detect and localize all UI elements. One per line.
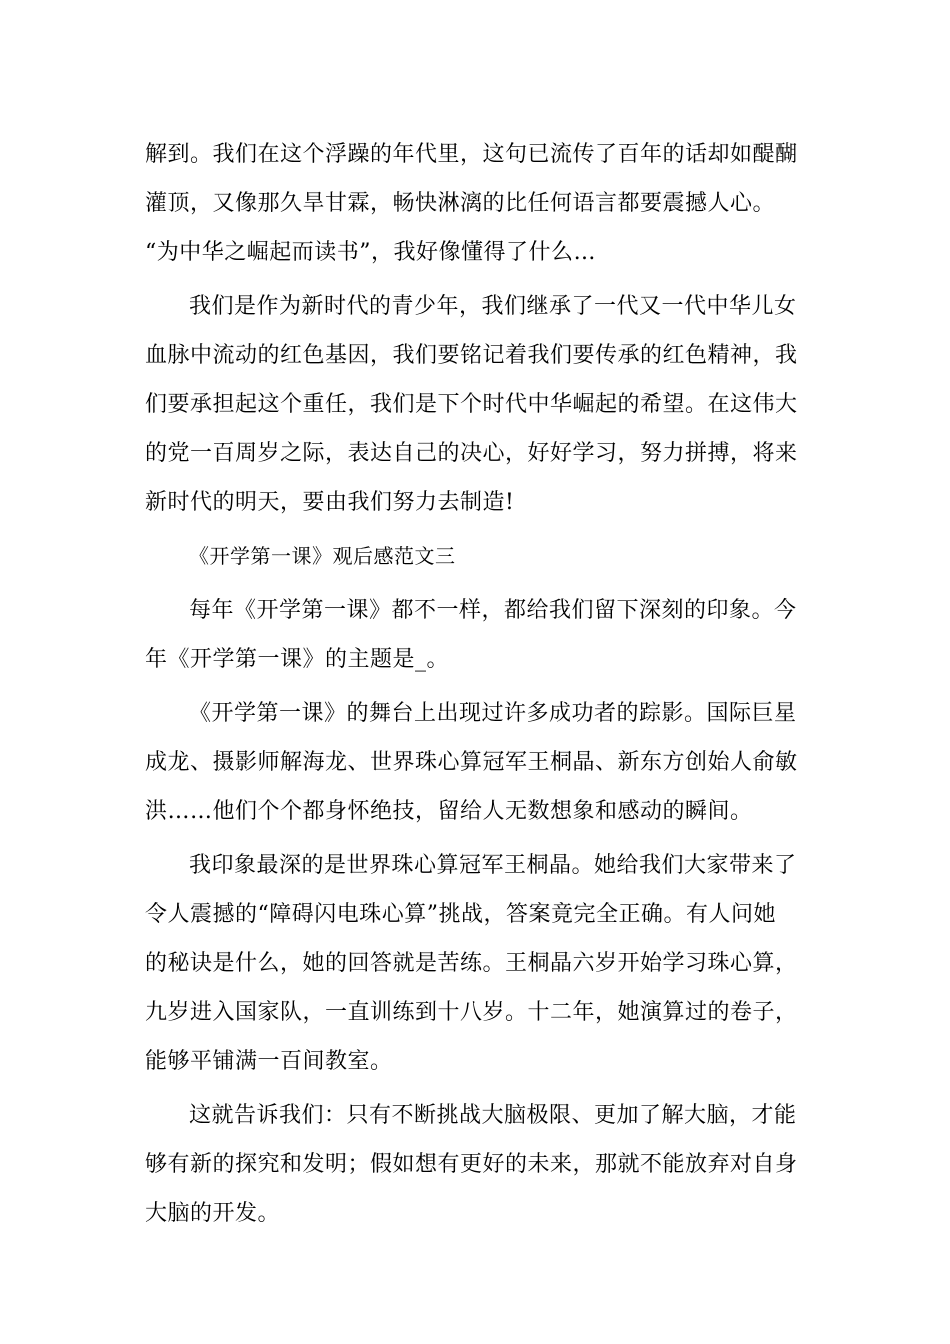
text-line: 灌顶，又像那久旱甘霖，畅快淋漓的比任何语言都要震撼人心。 [145,191,776,216]
text-line: 成龙、摄影师解海龙、世界珠心算冠军王桐晶、新东方创始人俞敏 [145,750,798,775]
paragraph-4 [145,689,810,836]
paragraph-2 [145,282,810,527]
text-line: 《开学第一课》的舞台上出现过许多成功者的踪影。国际巨星 [189,701,797,726]
text-line: 血脉中流动的红色基因，我们要铭记着我们要传承的红色精神，我 [145,343,798,368]
text-line: 九岁进入国家队，一直训练到十八岁。十二年，她演算过的卷子， [145,1000,798,1025]
text-line: 的秘诀是什么，她的回答就是苦练。王桐晶六岁开始学习珠心算， [145,951,798,976]
paragraph-1 [145,130,810,277]
text-line: 解到。我们在这个浮躁的年代里，这句已流传了百年的话却如醍醐 [145,142,798,167]
document-body [145,130,810,1238]
section-heading: 《开学第一课》观后感范文三 [189,544,456,568]
text-line: 大脑的开发。 [145,1201,281,1226]
text-line: “为中华之崛起而读书”，我好像懂得了什么… [145,240,596,265]
text-line: 够有新的探究和发明；假如想有更好的未来，那就不能放弃对自身 [145,1152,798,1177]
paragraph-3 [145,586,810,684]
text-line: 洪……他们个个都身怀绝技，留给人无数想象和感动的瞬间。 [145,799,753,824]
text-line: 我们是作为新时代的青少年，我们继承了一代又一代中华儿女 [189,294,797,319]
text-line: 们要承担起这个重任，我们是下个时代中华崛起的希望。在这伟大 [145,392,798,417]
text-line: 的党一百周岁之际，表达自己的决心，好好学习，努力拼搏，将来 [145,441,798,466]
paragraph-6 [145,1091,810,1238]
text-line: 每年《开学第一课》都不一样，都给我们留下深刻的印象。今 [189,598,797,623]
text-line: 年《开学第一课》的主题是_。 [145,647,450,672]
text-line: 令人震撼的“障碍闪电珠心算”挑战，答案竟完全正确。有人问她 [145,902,776,927]
text-line: 我印象最深的是世界珠心算冠军王桐晶。她给我们大家带来了 [189,853,797,878]
paragraph-5 [145,841,810,1086]
text-line: 这就告诉我们：只有不断挑战大脑极限、更加了解大脑，才能 [189,1103,797,1128]
text-line: 新时代的明天，要由我们努力去制造! [145,490,515,515]
text-line: 能够平铺满一百间教室。 [145,1049,393,1074]
